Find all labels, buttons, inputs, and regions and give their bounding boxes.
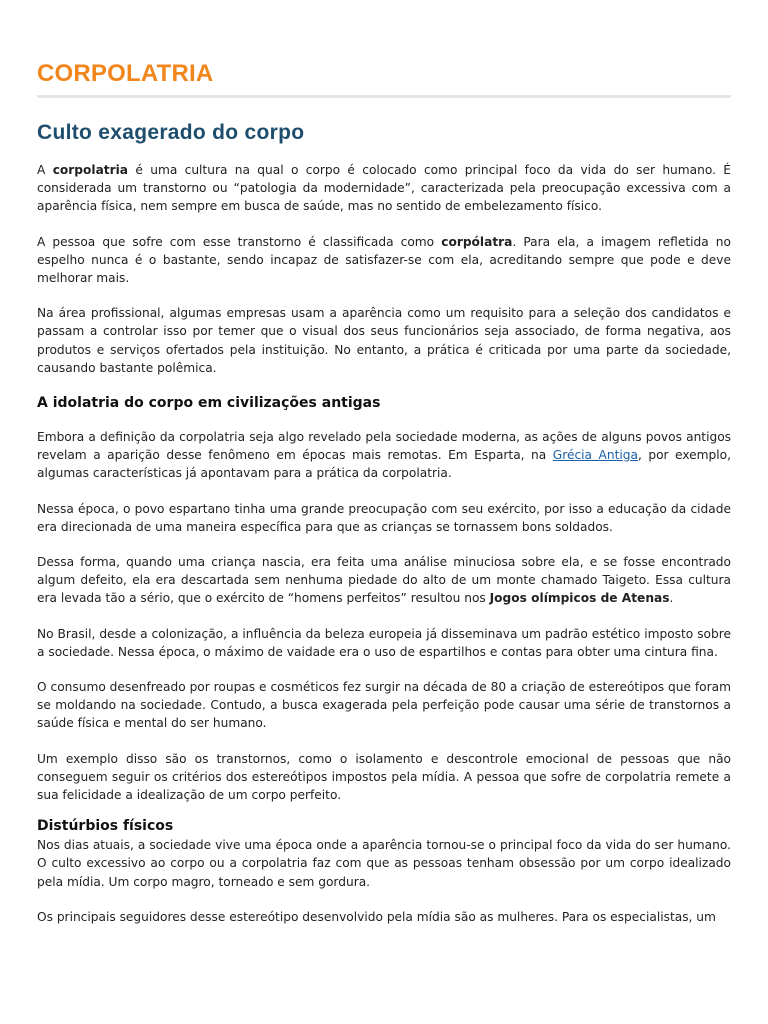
paragraph-professional: Na área profissional, algumas empresas usam a aparência como um requisito para a seleção dos candidatos e passam a controlar isso por temer que o visual dos seus funcionários seja associado, de forma negativa, aos produtos e serviços ofertados pela instituição. No entanto, a prática é criticada por uma parte da sociedade, causando bastante polêmica. <box>37 306 731 375</box>
paragraph-consumo: O consumo desenfreado por roupas e cosméticos fez surgir na década de 80 a criação de estereótipos que foram se moldando na sociedade. Contudo, a busca exagerada pela perfeição pode causar uma série de transtornos a saúde física e mental do ser humano. <box>37 680 731 731</box>
paragraph-brasil: No Brasil, desde a colonização, a influência da beleza europeia já disseminava um padrão estético imposto sobre a sociedade. Nessa época, o máximo de vaidade era o uso de espartilhos e contas para obter uma cintura fina. <box>37 626 731 659</box>
bold-term: corpólatra <box>441 234 513 249</box>
paragraph-text: , por exemplo, algumas características já apontavam para a prática da corpolatria. <box>37 448 731 481</box>
paragraph-taigeto <box>37 553 731 608</box>
document-page <box>37 58 731 926</box>
paragraph-text: A <box>37 163 53 177</box>
paragraph-ancient <box>37 428 731 483</box>
paragraph-transtornos: Um exemplo disso são os transtornos, como o isolamento e descontrole emocional de pessoas que não conseguem seguir os critérios dos estereótipos impostos pela mídia. A pessoa que sofre de corpolatria remete a sua felicidade a idealização de um corpo perfeito. <box>37 751 731 803</box>
paragraph-text: é uma cultura na qual o corpo é colocado como principal foco da vida do ser humano. É considerada um transtorno ou “patologia da modernidade”, caracterizada pela preocupação excessiva com a aparência física, nem sempre em busca de saúde, mas no sentido de embelezamento físico. <box>37 163 731 214</box>
section-heading-disturbios: Distúrbios físicos <box>37 818 174 835</box>
link-grecia-antiga[interactable]: Grécia Antiga <box>552 448 638 463</box>
bold-term: corpolatria <box>52 163 129 177</box>
paragraph-dias-atuais: Nos dias atuais, a sociedade vive uma época onde a aparência tornou-se o principal foco da vida do ser humano. O culto excessivo ao corpo ou a corpolatria faz com que as pessoas tenham obsessão por um corpo idealizado pela mídia. Um corpo magro, torneado e sem gordura. <box>37 838 731 889</box>
paragraph-text: Embora a definição da corpolatria seja algo revelado pela sociedade moderna, as ações de alguns povos antigos revelam a aparição desse fenômeno em épocas mais remotas. Em Esparta, na <box>37 430 731 463</box>
paragraph-sparta: Nessa época, o povo espartano tinha uma grande preocupação com seu exército, por isso a educação da cidade era direcionada de uma maneira específica para que as crianças se tornassem bons soldados. <box>37 501 731 534</box>
paragraph-text: . <box>669 591 674 606</box>
paragraph-text: Dessa forma, quando uma criança nascia, era feita uma análise minuciosa sobre ela, e se fosse encontrado algum defeito, ela era descartada sem nenhuma piedade do alto de um monte chamado Taigeto. Essa cultura era levada tão a sério, que o exército de “homens perfeitos” resultou nos <box>37 555 731 606</box>
paragraph-text: A pessoa que sofre com esse transtorno é classificada como <box>37 234 442 249</box>
paragraph-definition <box>37 161 731 216</box>
document-title: CORPOLATRIA <box>37 60 214 87</box>
paragraph-seguidores: Os principais seguidores desse estereótipo desenvolvido pela mídia são as mulheres. Para os especialistas, um <box>37 909 716 924</box>
paragraph-corpolatra <box>37 233 731 288</box>
title-divider <box>37 95 731 98</box>
document-subtitle: Culto exagerado do corpo <box>37 121 305 144</box>
bold-term: Jogos olímpicos de Atenas <box>489 591 670 606</box>
section-heading-idolatria: A idolatria do corpo em civilizações antigas <box>37 395 381 412</box>
paragraph-text: . Para ela, a imagem refletida no espelho nunca é o bastante, sendo incapaz de satisfazer-se com ela, acreditando sempre que pode e deve melhorar mais. <box>37 234 731 286</box>
